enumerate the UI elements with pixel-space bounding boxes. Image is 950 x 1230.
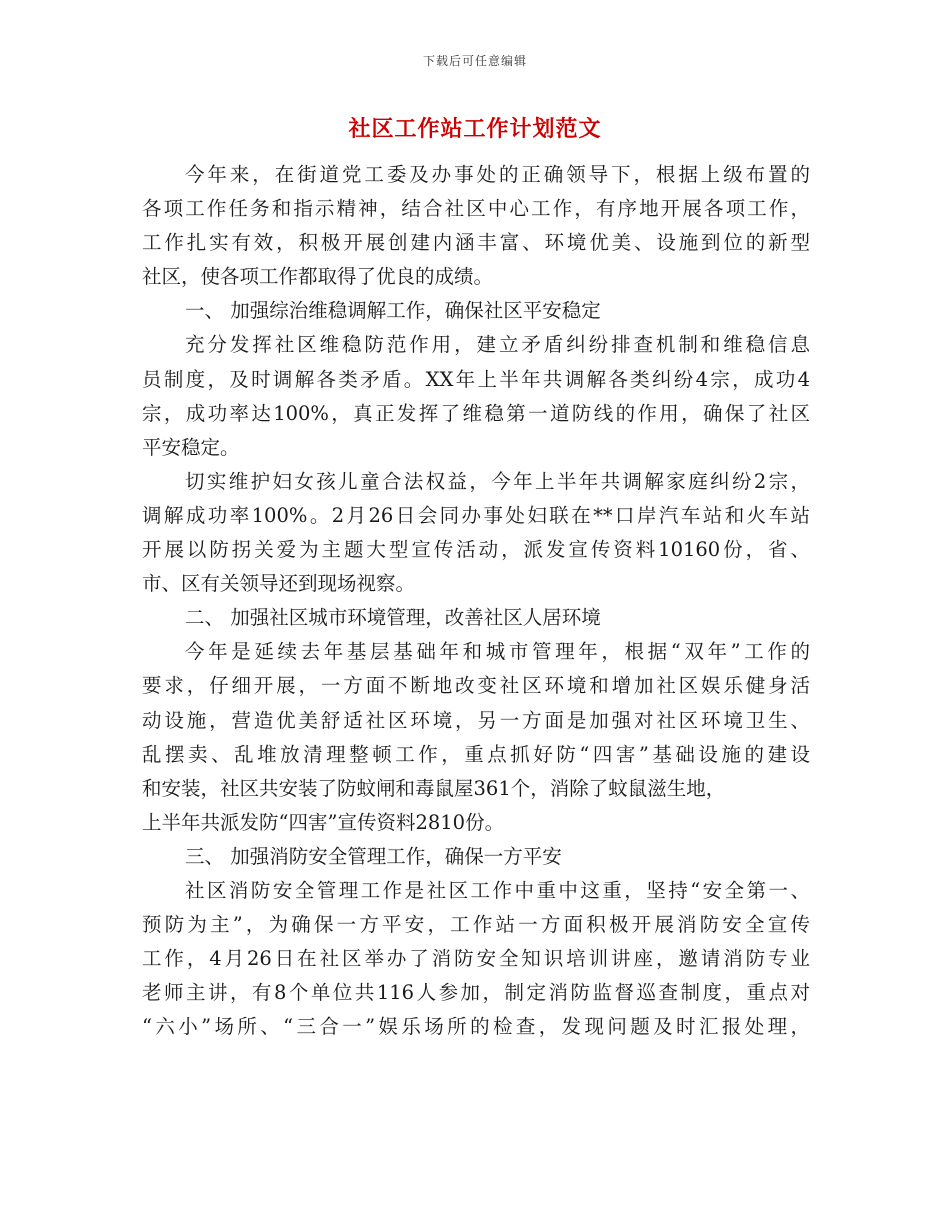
section-heading: 三、 加强消防安全管理工作，确保一方平安 — [185, 844, 562, 868]
paragraph-line: “六小”场所、“三合一”娱乐场所的检查，发现问题及时汇报处理， — [142, 1015, 810, 1039]
paragraph-line: 老师主讲，有8个单位共116人参加，制定消防监督巡查制度，重点对 — [142, 981, 810, 1005]
paragraph-line: 上半年共派发防“四害”宣传资料2810份。 — [142, 810, 505, 834]
header-note: 下载后可任意编辑 — [422, 54, 527, 68]
paragraph-line: 今年是延续去年基层基础年和城市管理年，根据“双年”工作的 — [185, 640, 810, 664]
paragraph-line: 宗，成功率达100%，真正发挥了维稳第一道防线的作用，确保了社区 — [142, 401, 810, 425]
paragraph-line: 各项工作任务和指示精神，结合社区中心工作，有序地开展各项工作， — [142, 197, 810, 221]
paragraph-line: 乱摆卖、乱堆放清理整顿工作，重点抓好防“四害”基础设施的建设 — [142, 742, 810, 766]
paragraph-line: 和安装，社区共安装了防蚊闸和毒鼠屋361个，消除了蚊鼠滋生地， — [142, 776, 726, 800]
paragraph-line: 今年来，在街道党工委及办事处的正确领导下，根据上级布置的 — [185, 163, 810, 186]
paragraph-line: 员制度，及时调解各类矛盾。XX年上半年共调解各类纠纷4宗，成功4 — [142, 367, 810, 391]
paragraph-line: 社区，使各项工作都取得了优良的成绩。 — [142, 265, 494, 289]
paragraph-line: 社区消防安全管理工作是社区工作中重中这重，坚持“安全第一、 — [185, 878, 810, 902]
paragraph-line: 市、区有关领导还到现场视察。 — [142, 572, 416, 596]
paragraph-line: 切实维护妇女孩儿童合法权益，今年上半年共调解家庭纠纷2宗， — [185, 469, 810, 493]
paragraph-line: 工作扎实有效，积极开展创建内涵丰富、环境优美、设施到位的新型 — [142, 231, 810, 255]
paragraph-line: 调解成功率100%。2月26日会同办事处妇联在**口岸汽车站和火车站 — [142, 503, 810, 527]
paragraph-line: 工作，4月26日在社区举办了消防安全知识培训讲座，邀请消防专业 — [142, 947, 810, 971]
paragraph-line: 充分发挥社区维稳防范作用，建立矛盾纠纷排查机制和维稳信息 — [185, 333, 810, 357]
section-heading: 一、 加强综治维稳调解工作，确保社区平安稳定 — [185, 299, 601, 323]
paragraph-line: 平安稳定。 — [142, 435, 240, 459]
document-body — [142, 158, 810, 1044]
paragraph-line: 动设施，营造优美舒适社区环境，另一方面是加强对社区环境卫生、 — [142, 708, 810, 732]
paragraph-line: 要求，仔细开展，一方面不断地改变社区环境和增加社区娱乐健身活 — [142, 674, 810, 698]
section-heading: 二、 加强社区城市环境管理，改善社区人居环境 — [185, 606, 601, 630]
paragraph-line: 开展以防拐关爱为主题大型宣传活动，派发宣传资料10160份，省、 — [142, 538, 810, 562]
document-title: 社区工作站工作计划范文 — [348, 116, 602, 142]
paragraph-line: 预防为主”，为确保一方平安，工作站一方面积极开展消防安全宣传 — [142, 913, 810, 937]
